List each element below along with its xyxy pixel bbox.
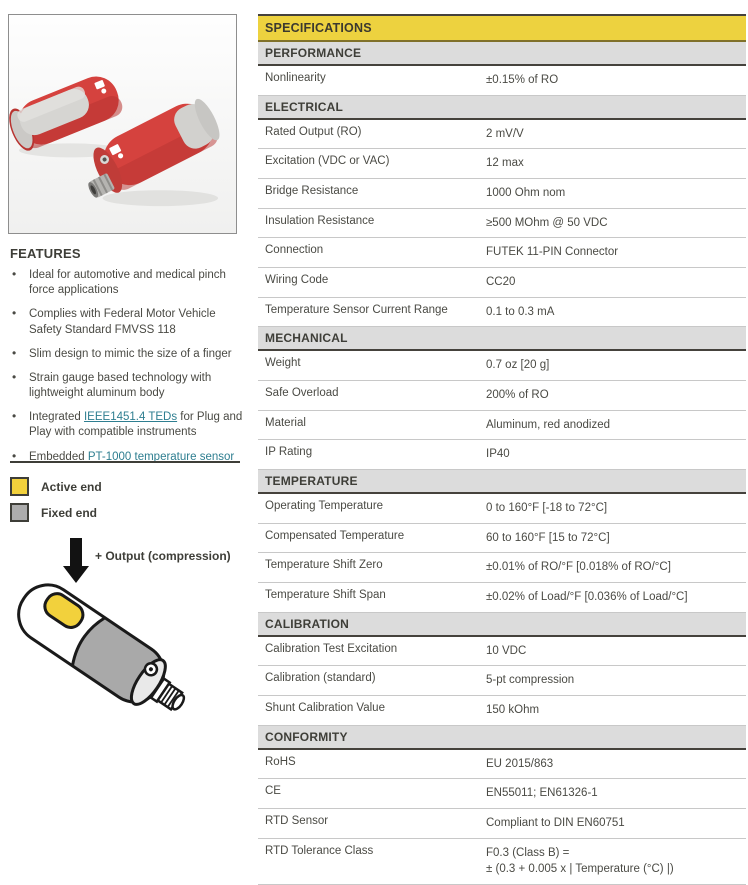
feature-item (10, 410, 244, 440)
spec-label: Bridge Resistance (265, 185, 359, 198)
spec-label: Insulation Resistance (265, 214, 375, 227)
features-title: FEATURES (10, 246, 81, 261)
feature-text: for Plug and Play with compatible instruments (29, 411, 243, 439)
spec-row (258, 524, 746, 554)
spec-row (258, 750, 746, 780)
spec-row (258, 179, 746, 209)
feature-link[interactable]: PT-1000 temperature sensor (87, 450, 235, 463)
spec-label: IP Rating (265, 446, 313, 459)
spec-label: Calibration Test Excitation (265, 642, 398, 655)
spec-value: EU 2015/863 (486, 757, 554, 770)
feature-item (10, 371, 244, 401)
spec-label: CE (265, 785, 281, 798)
product-photo-box (8, 14, 237, 234)
spec-value: Aluminum, red anodized (486, 418, 611, 431)
spec-row (258, 268, 746, 298)
sensor-photo-left (4, 70, 125, 155)
feature-text: Integrated (29, 411, 84, 424)
legend-label: Fixed end (41, 505, 98, 520)
spec-label: Operating Temperature (265, 500, 384, 513)
spec-label: Temperature Shift Span (265, 589, 386, 602)
spec-value: F0.3 (Class B) = ± (0.3 + 0.005 x | Temperature (°C) |) (486, 846, 674, 876)
divider (10, 461, 240, 463)
spec-value: ≥500 MOhm @ 50 VDC (486, 216, 608, 229)
spec-value: 0 to 160°F [-18 to 72°C] (486, 502, 608, 515)
spec-row (258, 779, 746, 809)
spec-value: FUTEK 11-PIN Connector (486, 246, 619, 259)
spec-value: 1000 Ohm nom (486, 187, 566, 200)
spec-section-header: ELECTRICAL (258, 96, 746, 120)
spec-row (258, 839, 746, 885)
spec-row (258, 494, 746, 524)
spec-label: Compensated Temperature (265, 529, 405, 542)
spec-section-header: CALIBRATION (258, 613, 746, 637)
active-end-swatch (10, 477, 29, 496)
spec-label: Temperature Shift Zero (265, 559, 383, 572)
spec-row (258, 209, 746, 239)
spec-value: 150 kOhm (486, 704, 540, 717)
spec-label: Excitation (VDC or VAC) (265, 155, 390, 168)
feature-text: Strain gauge based technology with lightweight aluminum body (29, 371, 212, 400)
feature-text: Slim design to mimic the size of a finger (29, 347, 232, 360)
feature-item (10, 307, 244, 337)
spec-row (258, 666, 746, 696)
spec-label: Rated Output (RO) (265, 125, 362, 138)
spec-value: CC20 (486, 276, 516, 289)
spec-value: ±0.02% of Load/°F [0.036% of Load/°C] (486, 591, 688, 604)
feature-text: Embedded (29, 450, 88, 463)
spec-label: Temperature Sensor Current Range (265, 303, 448, 316)
spec-table-body (258, 42, 746, 885)
spec-row (258, 238, 746, 268)
spec-section-header: MECHANICAL (258, 327, 746, 351)
spec-title: SPECIFICATIONS (258, 16, 746, 42)
spec-row (258, 381, 746, 411)
spec-section-header: CONFORMITY (258, 726, 746, 750)
arrow-shaft (70, 538, 82, 566)
feature-item (10, 347, 244, 362)
spec-label: Safe Overload (265, 387, 339, 400)
feature-text: Ideal for automotive and medical pinch force applications (29, 269, 226, 297)
spec-row (258, 809, 746, 839)
legend (10, 477, 102, 529)
spec-row (258, 440, 746, 470)
spec-value: IP40 (486, 448, 510, 461)
spec-label: RTD Sensor (265, 815, 329, 828)
spec-row (258, 66, 746, 96)
spec-label: Nonlinearity (265, 72, 326, 84)
spec-section-header: PERFORMANCE (258, 42, 746, 66)
spec-row (258, 553, 746, 583)
spec-value: 0.1 to 0.3 mA (486, 305, 555, 318)
spec-value: ±0.15% of RO (486, 74, 559, 86)
spec-row (258, 120, 746, 150)
feature-item (10, 268, 244, 298)
spec-value: 60 to 160°F [15 to 72°C] (486, 531, 610, 544)
spec-value: 2 mV/V (486, 127, 524, 140)
spec-label: Connection (265, 244, 324, 257)
features-list (10, 268, 244, 474)
spec-value: 0.7 oz [20 g] (486, 359, 550, 372)
sensor-shadow (103, 190, 218, 206)
product-photo-illustration (9, 15, 236, 233)
feature-link[interactable]: IEEE1451.4 TEDs (83, 411, 178, 424)
spec-row (258, 149, 746, 179)
spec-row (258, 298, 746, 328)
spec-row (258, 351, 746, 381)
sensor-diagram (2, 572, 214, 726)
legend-label: Active end (41, 479, 102, 494)
output-label: + Output (compression) (95, 549, 231, 563)
spec-row (258, 583, 746, 613)
spec-label: Material (265, 416, 306, 429)
spec-section-header: TEMPERATURE (258, 470, 746, 494)
spec-label: RoHS (265, 755, 296, 768)
spec-value: 12 max (486, 157, 524, 170)
spec-value: 200% of RO (486, 389, 549, 402)
spec-row (258, 696, 746, 726)
spec-row (258, 411, 746, 441)
spec-label: Wiring Code (265, 274, 329, 287)
fixed-end-swatch (10, 503, 29, 522)
spec-row (258, 637, 746, 667)
spec-value: EN55011; EN61326-1 (486, 787, 598, 800)
spec-table (258, 14, 746, 885)
spec-value: Compliant to DIN EN60751 (486, 817, 625, 830)
spec-value: 5-pt compression (486, 674, 575, 687)
feature-text: Complies with Federal Motor Vehicle Safety Standard FMVSS 118 (29, 308, 216, 336)
spec-label: Calibration (standard) (265, 672, 376, 685)
spec-value: 10 VDC (486, 644, 527, 657)
spec-label: Shunt Calibration Value (265, 702, 385, 715)
legend-item (10, 477, 102, 496)
spec-label: RTD Tolerance Class (265, 844, 374, 857)
legend-item (10, 503, 102, 522)
spec-label: Weight (265, 357, 301, 370)
spec-value: ±0.01% of RO/°F [0.018% of RO/°C] (486, 561, 671, 574)
